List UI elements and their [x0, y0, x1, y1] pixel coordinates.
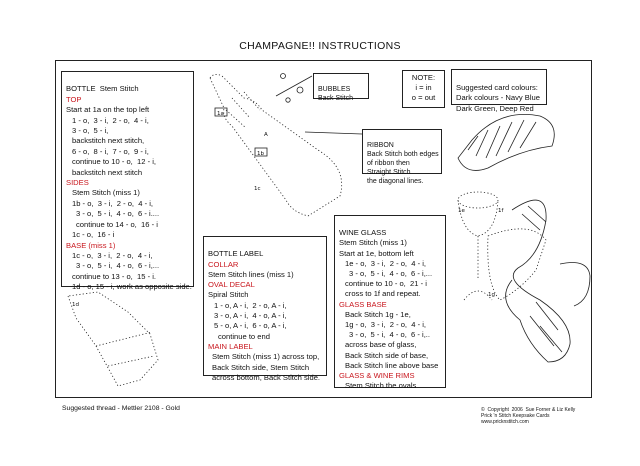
oval-line: continue to end [218, 331, 270, 341]
bottle-heading: BOTTLE Stem Stitch [66, 84, 139, 94]
glass-line: Stem Stitch (miss 1) [339, 238, 407, 248]
bubble-circle [297, 87, 303, 93]
bubbles-text: Back Stitch [318, 95, 354, 102]
side-swirl [560, 263, 590, 307]
suggested-thread: Suggested thread - Mettler 2108 - Gold [62, 405, 180, 412]
glass-base-line: across base of glass, [345, 340, 417, 350]
base-line: 1d - o, 15 - i, work as opposite side. [72, 282, 192, 292]
label-1f: 1f [498, 208, 504, 214]
main-label-line: Stem Stitch (miss 1) across top, [212, 352, 320, 362]
glass-base-outline [488, 229, 546, 300]
ribbon-heading: RIBBON [367, 142, 394, 149]
ribbon-line: of ribbon then [367, 160, 410, 167]
bubble-circle [281, 74, 286, 79]
sides-heading: SIDES [66, 178, 89, 188]
base-heading: BASE (miss 1) [66, 240, 116, 250]
main-label-heading: MAIN LABEL [208, 341, 253, 351]
glass-line: 1e - o, 3 - i, 2 - o, 4 - i, [345, 258, 427, 268]
ribbon-line: Straight Stitch [367, 169, 411, 176]
collar-line: Stem Stitch lines (miss 1) [208, 269, 294, 279]
bottle-label-box [203, 236, 327, 382]
top-line: backstitch next stitch [72, 167, 143, 177]
copyright-line: www.pricknstitch.com [481, 419, 529, 425]
base-line: continue to 13 - o, 15 - i. [72, 271, 157, 281]
collar-heading: COLLAR [208, 259, 239, 269]
ribbon-pointer-line [305, 132, 362, 134]
base-line: 1c - o, 3 - i, 2 - o, 4 - i, [72, 250, 153, 260]
glass-base-line: Back Stitch 1g - 1e, [345, 309, 411, 319]
oval-heading: OVAL DECAL [208, 280, 255, 290]
copyright-line: Prick 'n Stitch Keepsake Cards [481, 413, 550, 419]
ribbon-line: Back Stitch both edges [367, 151, 439, 158]
sides-line: 3 - o, 5 - i, 4 - o, 6 - i.... [76, 209, 160, 219]
label-heading: BOTTLE LABEL [208, 249, 264, 259]
bubbles-box [313, 73, 369, 102]
rims-heading: GLASS & WINE RIMS [339, 371, 415, 381]
bubble-circle [286, 98, 290, 102]
oval-line: Spiral Stitch [208, 290, 249, 300]
bottle-instructions [61, 71, 194, 292]
sides-line: 1b - o, 3 - i, 2 - o, 4 - i, [72, 198, 154, 208]
sides-line: Stem Stitch (miss 1) [72, 188, 140, 198]
bubble-pointer-line [276, 76, 312, 96]
label-1d: 1d [72, 302, 79, 308]
wine-glass-box [334, 215, 446, 391]
note-box [402, 70, 445, 108]
note-in: i = in [415, 83, 432, 92]
colours-line: Suggested card colours: [456, 82, 538, 92]
bubbles-heading: BUBBLES [318, 86, 351, 93]
colours-line: Dark colours - Navy Blue [456, 93, 540, 102]
label-1b: 1b [257, 151, 264, 157]
oval-line: 3 - o, A - i, 4 - o, A - i, [214, 311, 287, 321]
sides-line: 1c - o, 16 - i [72, 230, 115, 240]
label-1c: 1c [254, 186, 261, 192]
glass-line: continue to 10 - o, 21 - i [345, 279, 427, 289]
top-heading: TOP [66, 94, 82, 104]
label-1e: 1e [458, 208, 465, 214]
base-line: 3 - o, 5 - i, 4 - o, 6 - i,... [76, 261, 160, 271]
ribbon-box [362, 129, 442, 185]
rims-line: Stem Stitch the ovals [345, 381, 417, 391]
bottle-base-drawing [68, 292, 158, 386]
top-line: continue to 10 - o, 12 - i, [72, 157, 157, 167]
note-heading: NOTE: [411, 73, 436, 82]
ribbon-line: the diagonal lines. [367, 178, 424, 185]
copyright-line: © Copyright 2006 Sue Forner & Liz Kelly [481, 407, 576, 413]
top-line: 3 - o, 5 - i, [72, 126, 109, 136]
glass-base-line: Back Stitch side of base, [345, 350, 429, 360]
label-1g: 1g [488, 292, 495, 298]
note-out: o = out [411, 93, 436, 102]
wine-ribbon [506, 200, 571, 362]
oval-line: 1 - o, A - i, 2 - o, A - i, [214, 300, 287, 310]
oval-line: 5 - o, A - i, 6 - o, A - i, [214, 321, 287, 331]
main-label-line: across bottom, Back Stitch side. [212, 372, 321, 382]
glass-line: Start at 1e, bottom left [339, 248, 414, 258]
top-line: 6 - o, 8 - i, 7 - o, 9 - i, [72, 146, 149, 156]
sides-line: continue to 14 - o, 16 - i [76, 219, 158, 229]
top-line: 1 - o, 3 - i, 2 - o, 4 - i, [72, 115, 149, 125]
card-colours-box [451, 69, 547, 113]
copyright-block [481, 401, 575, 431]
glass-base-line: 3 - o, 5 - i, 4 - o, 6 - i,.. [349, 330, 431, 340]
colours-line: Dark Green, Deep Red [456, 103, 534, 113]
page-title: CHAMPAGNE!! INSTRUCTIONS [239, 40, 401, 52]
top-line: Start at 1a on the top left [66, 105, 150, 115]
top-line: backstitch next stitch, [72, 136, 145, 146]
glass-base-heading: GLASS BASE [339, 299, 387, 309]
glass-line: 3 - o, 5 - i, 4 - o, 6 - i,... [349, 269, 433, 279]
label-A: A [264, 132, 268, 138]
glass-heading: WINE GLASS [339, 228, 387, 238]
glass-line: cross to 1f and repeat. [345, 289, 421, 299]
main-label-line: Back Stitch side, Stem Stitch [212, 362, 310, 372]
glass-base-line: Back Stitch line above base [345, 360, 439, 370]
glass-hatch [468, 120, 536, 158]
glass-base-line: 1g - o, 3 - i, 2 - o, 4 - i, [345, 320, 427, 330]
label-1a: 1a [217, 111, 224, 117]
